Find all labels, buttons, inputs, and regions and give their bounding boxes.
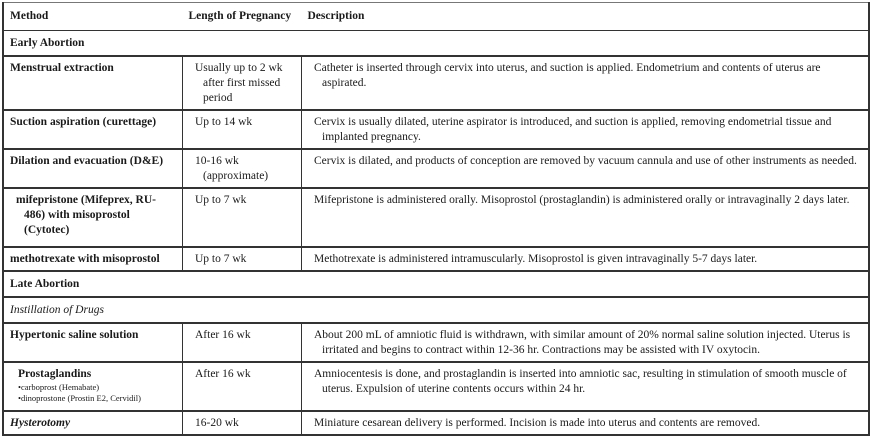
section-early-abortion: Early Abortion: [10, 37, 85, 49]
table-row: [3, 56, 869, 110]
drug-list: [18, 382, 174, 404]
description-text: Methotrexate is administered intramuscularly. Misoprostol is given intravaginally 5-7 days later.: [314, 253, 758, 265]
header-method: Method: [10, 10, 49, 22]
length-cell: [183, 323, 302, 362]
length-text: After 16 wk: [195, 368, 251, 380]
description-cell: [302, 149, 870, 188]
description-text: Amniocentesis is done, and prostaglandin is inserted into amniotic sac, resulting in stimulation of smooth muscle of uterus. Expulsion of uterine contents occurs within 24 hr.: [314, 368, 847, 395]
description-text: Cervix is usually dilated, uterine aspirator is introduced, and suction is applied, removing endometrial tissue and implanted pregnancy.: [314, 116, 832, 143]
method-text: mifepristone (Mifeprex, RU-486) with misoprostol (Cytotec): [16, 194, 156, 236]
drug-list-item: • dinoprostone (Prostin E2, Cervidil): [18, 393, 174, 404]
length-text: After 16 wk: [195, 329, 251, 341]
length-text: Up to 7 wk: [195, 194, 247, 206]
method-cell: Menstrual extraction: [10, 62, 114, 74]
table-row: [3, 188, 869, 247]
header-length: Length of Pregnancy: [188, 10, 292, 22]
section-row-late: [3, 271, 869, 297]
method-cell: Suction aspiration (curettage): [10, 116, 157, 128]
length-cell: [183, 188, 302, 247]
length-text: Up to 7 wk: [195, 253, 247, 265]
method-cell: Hypertonic saline solution: [10, 329, 139, 341]
length-text: Up to 14 wk: [195, 116, 253, 128]
length-cell: [183, 110, 302, 149]
method-cell: [3, 362, 183, 411]
description-text: About 200 mL of amniotic fluid is withdrawn, with similar amount of 20% normal saline solution injected. Uterus is irritated and begins to contract within 12-36 hr. Contractions may be assisted with IV oxytocin.: [314, 329, 851, 356]
description-text: Miniature cesarean delivery is performed. Incision is made into uterus and contents are removed.: [314, 417, 761, 429]
length-text: Usually up to 2 wk after first missed period: [195, 62, 283, 104]
description-cell: [302, 110, 870, 149]
description-cell: [302, 323, 870, 362]
method-cell: methotrexate with misoprostol: [10, 253, 160, 265]
description-cell: [302, 362, 870, 411]
table-row: [3, 411, 869, 435]
length-cell: [183, 362, 302, 411]
table-row: [3, 110, 869, 149]
subsection-row-instillation: [3, 297, 869, 323]
description-text: Catheter is inserted through cervix into uterus, and suction is applied. Endometrium and contents of uterus are aspirated.: [314, 62, 821, 89]
drug-list-item: • carboprost (Hemabate): [18, 382, 174, 393]
method-cell: [3, 188, 183, 247]
table-row: [3, 149, 869, 188]
description-cell: [302, 411, 870, 435]
abortion-methods-table: [2, 2, 870, 436]
method-text: Prostaglandins: [18, 368, 92, 380]
description-cell: [302, 247, 870, 271]
length-cell: [183, 247, 302, 271]
subsection-instillation-of-drugs: Instillation of Drugs: [10, 304, 104, 316]
table-row: [3, 362, 869, 411]
description-cell: [302, 56, 870, 110]
length-cell: [183, 149, 302, 188]
table-row: [3, 323, 869, 362]
method-cell: Dilation and evacuation (D&E): [10, 155, 164, 167]
length-text: 16-20 wk: [195, 417, 239, 429]
method-cell: Hysterotomy: [10, 417, 71, 429]
description-text: Cervix is dilated, and products of conception are removed by vacuum cannula and use of other instruments as needed.: [314, 155, 857, 167]
length-cell: [183, 411, 302, 435]
header-description: Description: [307, 10, 365, 22]
section-late-abortion: Late Abortion: [10, 278, 80, 290]
table-row: [3, 247, 869, 271]
description-text: Mifepristone is administered orally. Misoprostol (prostaglandin) is administered orally or intravaginally 2 days later.: [314, 194, 850, 206]
length-text: 10-16 wk (approximate): [195, 155, 269, 182]
header-row: [3, 3, 869, 31]
description-cell: [302, 188, 870, 247]
length-cell: [183, 56, 302, 110]
section-row-early: [3, 31, 869, 57]
